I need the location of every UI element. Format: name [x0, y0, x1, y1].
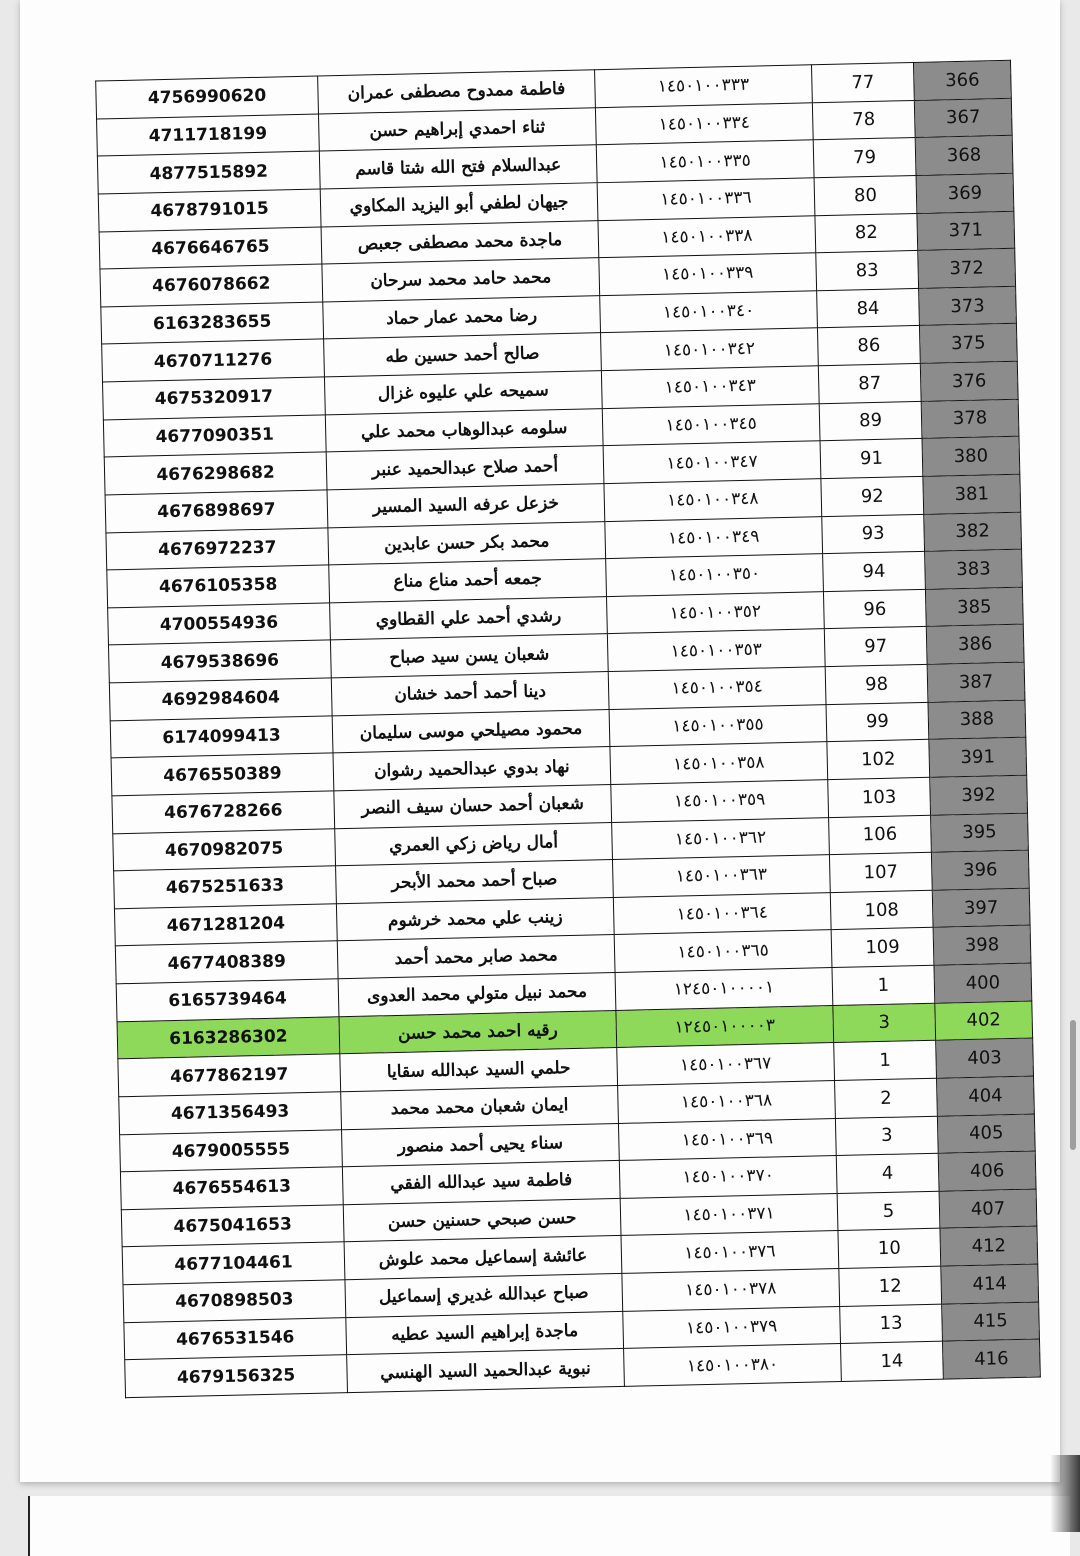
name-cell: رشدي أحمد علي القطاوي [330, 596, 608, 640]
name-cell: محمد بكر حسن عابدين [328, 521, 606, 565]
code-cell: ١٤٥٠١٠٠٣٨٠ [624, 1344, 842, 1387]
name-cell: أمال رياض زكي العمري [335, 822, 613, 866]
national-id-cell: 4675041653 [121, 1204, 344, 1247]
national-id-cell: 4677090351 [103, 415, 326, 458]
number-cell: 3 [833, 1003, 936, 1043]
serial-cell: 373 [919, 286, 1017, 326]
serial-cell: 367 [914, 98, 1012, 138]
number-cell: 5 [837, 1191, 940, 1231]
number-cell: 80 [814, 175, 917, 215]
serial-cell: 371 [917, 211, 1015, 251]
code-cell: ١٤٥٠١٠٠٣٤٠ [600, 290, 818, 333]
serial-cell: 368 [915, 136, 1013, 176]
number-cell: 98 [825, 664, 928, 704]
number-cell: 106 [829, 815, 932, 855]
number-cell: 1 [834, 1040, 937, 1080]
code-cell: ١٤٥٠١٠٠٣٣٣ [595, 65, 813, 108]
code-cell: ١٤٥٠١٠٠٣٥٢ [607, 591, 825, 634]
name-cell: ماجدة محمد مصطفى جعبص [321, 220, 599, 264]
number-cell: 102 [827, 740, 930, 780]
name-cell: محمود مصيلحي موسى سليمان [332, 709, 610, 753]
serial-cell: 392 [930, 775, 1028, 815]
name-cell: نهاد بدوي عبدالحميد رشوان [333, 747, 611, 791]
national-id-cell: 4700554936 [108, 603, 331, 646]
serial-cell: 404 [937, 1076, 1035, 1116]
number-cell: 89 [819, 401, 922, 441]
code-cell: ١٤٥٠١٠٠٣٣٩ [599, 253, 817, 296]
roster-table [95, 60, 1041, 1398]
number-cell: 13 [840, 1304, 943, 1344]
name-cell: ثناء احمدي إبراهيم حسن [318, 107, 596, 151]
name-cell: صباح أحمد محمد الأبحر [336, 860, 614, 904]
national-id-cell: 4676728266 [112, 791, 335, 834]
name-cell: محمد صابر محمد أحمد [337, 935, 615, 979]
national-id-cell: 4676898697 [105, 490, 328, 533]
serial-cell: 395 [931, 813, 1029, 853]
serial-cell: 414 [941, 1264, 1039, 1304]
number-cell: 94 [823, 551, 926, 591]
code-cell: ١٤٥٠١٠٠٣٦٩ [618, 1118, 836, 1161]
number-cell: 91 [820, 439, 923, 479]
serial-cell: 388 [928, 700, 1026, 740]
code-cell: ١٤٥٠١٠٠٣٧٦ [621, 1231, 839, 1274]
serial-cell: 400 [934, 963, 1032, 1003]
number-cell: 107 [829, 852, 932, 892]
national-id-cell: 4679538696 [108, 640, 331, 683]
national-id-cell: 4676078662 [100, 264, 323, 307]
serial-cell: 402 [935, 1001, 1033, 1041]
serial-cell: 387 [927, 662, 1025, 702]
serial-cell: 397 [932, 888, 1030, 928]
code-cell: ١٤٥٠١٠٠٣٣٥ [596, 140, 814, 183]
code-cell: ١٤٥٠١٠٠٣٦٥ [614, 930, 832, 973]
national-id-cell: 4670898503 [123, 1280, 346, 1323]
code-cell: ١٤٥٠١٠٠٣٥٩ [611, 779, 829, 822]
number-cell: 108 [830, 890, 933, 930]
serial-cell: 403 [936, 1038, 1034, 1078]
number-cell: 2 [835, 1078, 938, 1118]
national-id-cell: 4676554613 [120, 1167, 343, 1210]
national-id-cell: 4675320917 [103, 377, 326, 420]
serial-cell: 369 [916, 173, 1014, 213]
serial-cell: 412 [940, 1226, 1038, 1266]
national-id-cell: 4677862197 [118, 1054, 341, 1097]
number-cell: 97 [824, 627, 927, 667]
serial-cell: 378 [921, 399, 1019, 439]
number-cell: 14 [841, 1341, 944, 1381]
code-cell: ١٤٥٠١٠٠٣٧٨ [622, 1268, 840, 1311]
serial-cell: 405 [937, 1114, 1035, 1154]
national-id-cell: 4711718199 [97, 114, 320, 157]
national-id-cell: 4677104461 [122, 1242, 345, 1285]
name-cell: فاطمة ممدوح مصطفى عمران [318, 70, 596, 114]
national-id-cell: 4676550389 [111, 753, 334, 796]
national-id-cell: 4677408389 [115, 941, 338, 984]
code-cell: ١٤٥٠١٠٠٣٦٨ [618, 1080, 836, 1123]
name-cell: عبدالسلام فتح الله شتا قاسم [319, 145, 597, 189]
code-cell: ١٤٥٠١٠٠٣٧١ [620, 1193, 838, 1236]
name-cell: ماجدة إبراهيم السيد عطيه [346, 1311, 624, 1355]
national-id-cell: 4676646765 [99, 226, 322, 269]
code-cell: ١٤٥٠١٠٠٣٥٣ [607, 629, 825, 672]
name-cell: زينب علي محمد خرشوم [336, 897, 614, 941]
name-cell: خزعل عرفه السيد المسير [327, 483, 605, 527]
national-id-cell: 6163286302 [117, 1016, 340, 1059]
number-cell: 82 [815, 213, 918, 253]
scrollbar-thumb[interactable] [1070, 1020, 1076, 1150]
name-cell: محمد نبيل متولي محمد العدوى [338, 972, 616, 1016]
name-cell: نبوية عبدالحميد السيد الهنسي [347, 1349, 625, 1393]
code-cell: ١٤٥٠١٠٠٣٤٢ [601, 328, 819, 371]
code-cell: ١٤٥٠١٠٠٣٤٧ [603, 441, 821, 484]
name-cell: سميحه علي عليوه غزال [324, 371, 602, 415]
name-cell: جمعه أحمد مناع مناع [329, 559, 607, 603]
national-id-cell: 4675251633 [114, 866, 337, 909]
serial-cell: 391 [929, 737, 1027, 777]
number-cell: 93 [822, 514, 925, 554]
number-cell: 3 [835, 1116, 938, 1156]
code-cell: ١٢٤٥٠١٠٠٠٠١ [615, 968, 833, 1011]
next-page-edge [28, 1496, 1070, 1556]
number-cell: 79 [813, 138, 916, 178]
number-cell: 84 [817, 288, 920, 328]
name-cell: رقيه احمد محمد حسن [339, 1010, 617, 1054]
serial-cell: 380 [922, 436, 1020, 476]
code-cell: ١٤٥٠١٠٠٣٦٢ [612, 817, 830, 860]
national-id-cell: 4756990620 [96, 76, 319, 119]
national-id-cell: 4670711276 [102, 339, 325, 382]
serial-cell: 376 [920, 361, 1018, 401]
number-cell: 1 [832, 965, 935, 1005]
national-id-cell: 4676531546 [124, 1317, 347, 1360]
edge-shadow [1050, 1455, 1080, 1532]
code-cell: ١٤٥٠١٠٠٣٣٤ [595, 102, 813, 145]
serial-cell: 383 [925, 549, 1023, 589]
code-cell: ١٤٥٠١٠٠٣٤٨ [604, 479, 822, 522]
national-id-cell: 6163283655 [101, 302, 324, 345]
name-cell: سناء يحيى أحمد منصور [342, 1123, 620, 1167]
name-cell: حسن صبحي حسنين حسن [343, 1198, 621, 1242]
number-cell: 77 [811, 62, 914, 102]
number-cell: 109 [831, 928, 934, 968]
code-cell: ١٤٥٠١٠٠٣٥٠ [606, 554, 824, 597]
national-id-cell: 4692984604 [109, 678, 332, 721]
number-cell: 83 [816, 251, 919, 291]
national-id-cell: 4671281204 [114, 904, 337, 947]
serial-cell: 407 [939, 1189, 1037, 1229]
code-cell: ١٤٥٠١٠٠٣٦٣ [612, 855, 830, 898]
code-cell: ١٤٥٠١٠٠٣٧٩ [623, 1306, 841, 1349]
document-page [20, 0, 1060, 1482]
serial-cell: 396 [931, 850, 1029, 890]
code-cell: ١٢٤٥٠١٠٠٠٠٣ [616, 1005, 834, 1048]
serial-cell: 398 [933, 925, 1031, 965]
number-cell: 4 [836, 1153, 939, 1193]
name-cell: شعبان أحمد حسان سيف النصر [334, 784, 612, 828]
number-cell: 86 [817, 326, 920, 366]
roster-body [96, 60, 1041, 1397]
code-cell: ١٤٥٠١٠٠٣٦٤ [613, 892, 831, 935]
number-cell: 12 [839, 1266, 942, 1306]
code-cell: ١٤٥٠١٠٠٣٣٦ [597, 178, 815, 221]
serial-cell: 372 [918, 248, 1016, 288]
serial-cell: 366 [913, 60, 1011, 100]
number-cell: 92 [821, 476, 924, 516]
name-cell: رضا محمد عمار حماد [323, 295, 601, 339]
code-cell: ١٤٥٠١٠٠٣٣٨ [598, 215, 816, 258]
serial-cell: 382 [924, 512, 1022, 552]
name-cell: دينا أحمد أحمد خشان [331, 672, 609, 716]
number-cell: 99 [826, 702, 929, 742]
name-cell: صباح عبدالله غديري إسماعيل [345, 1273, 623, 1317]
serial-cell: 375 [919, 324, 1017, 364]
name-cell: فاطمة سيد عبدالله الفقي [342, 1161, 620, 1205]
name-cell: عائشة إسماعيل محمد علوش [344, 1236, 622, 1280]
national-id-cell: 4676105358 [107, 565, 330, 608]
name-cell: سلومه عبدالوهاب محمد علي [325, 408, 603, 452]
national-id-cell: 4676972237 [106, 527, 329, 570]
number-cell: 78 [812, 100, 915, 140]
number-cell: 96 [823, 589, 926, 629]
serial-cell: 385 [925, 587, 1023, 627]
national-id-cell: 6174099413 [110, 715, 333, 758]
code-cell: ١٤٥٠١٠٠٣٥٨ [610, 742, 828, 785]
code-cell: ١٤٥٠١٠٠٣٤٣ [601, 366, 819, 409]
name-cell: جيهان لطفي أبو اليزيد المكاوي [320, 183, 598, 227]
serial-cell: 406 [938, 1151, 1036, 1191]
name-cell: شعبان يسن سيد صباح [330, 634, 608, 678]
number-cell: 103 [828, 777, 931, 817]
national-id-cell: 4678791015 [98, 189, 321, 232]
national-id-cell: 6165739464 [116, 979, 339, 1022]
code-cell: ١٤٥٠١٠٠٣٥٥ [609, 704, 827, 747]
name-cell: ايمان شعبان محمد محمد [341, 1085, 619, 1129]
national-id-cell: 4679005555 [120, 1129, 343, 1172]
number-cell: 10 [838, 1229, 941, 1269]
serial-cell: 381 [923, 474, 1021, 514]
code-cell: ١٤٥٠١٠٠٣٥٤ [608, 667, 826, 710]
serial-cell: 386 [926, 625, 1024, 665]
name-cell: صالح أحمد حسين طه [324, 333, 602, 377]
code-cell: ١٤٥٠١٠٠٣٤٩ [605, 516, 823, 559]
code-cell: ١٤٥٠١٠٠٣٦٧ [617, 1043, 835, 1086]
code-cell: ١٤٥٠١٠٠٣٧٠ [619, 1156, 837, 1199]
national-id-cell: 4877515892 [97, 151, 320, 194]
serial-cell: 415 [942, 1302, 1040, 1342]
name-cell: محمد حامد محمد سرحان [322, 258, 600, 302]
national-id-cell: 4679156325 [125, 1355, 348, 1398]
number-cell: 87 [818, 363, 921, 403]
national-id-cell: 4671356493 [119, 1092, 342, 1135]
national-id-cell: 4670982075 [113, 828, 336, 871]
national-id-cell: 4676298682 [104, 452, 327, 495]
name-cell: حلمي السيد عبدالله سقايا [340, 1048, 618, 1092]
code-cell: ١٤٥٠١٠٠٣٤٥ [602, 403, 820, 446]
name-cell: أحمد صلاح عبدالحميد عنبر [326, 446, 604, 490]
serial-cell: 416 [942, 1339, 1040, 1379]
